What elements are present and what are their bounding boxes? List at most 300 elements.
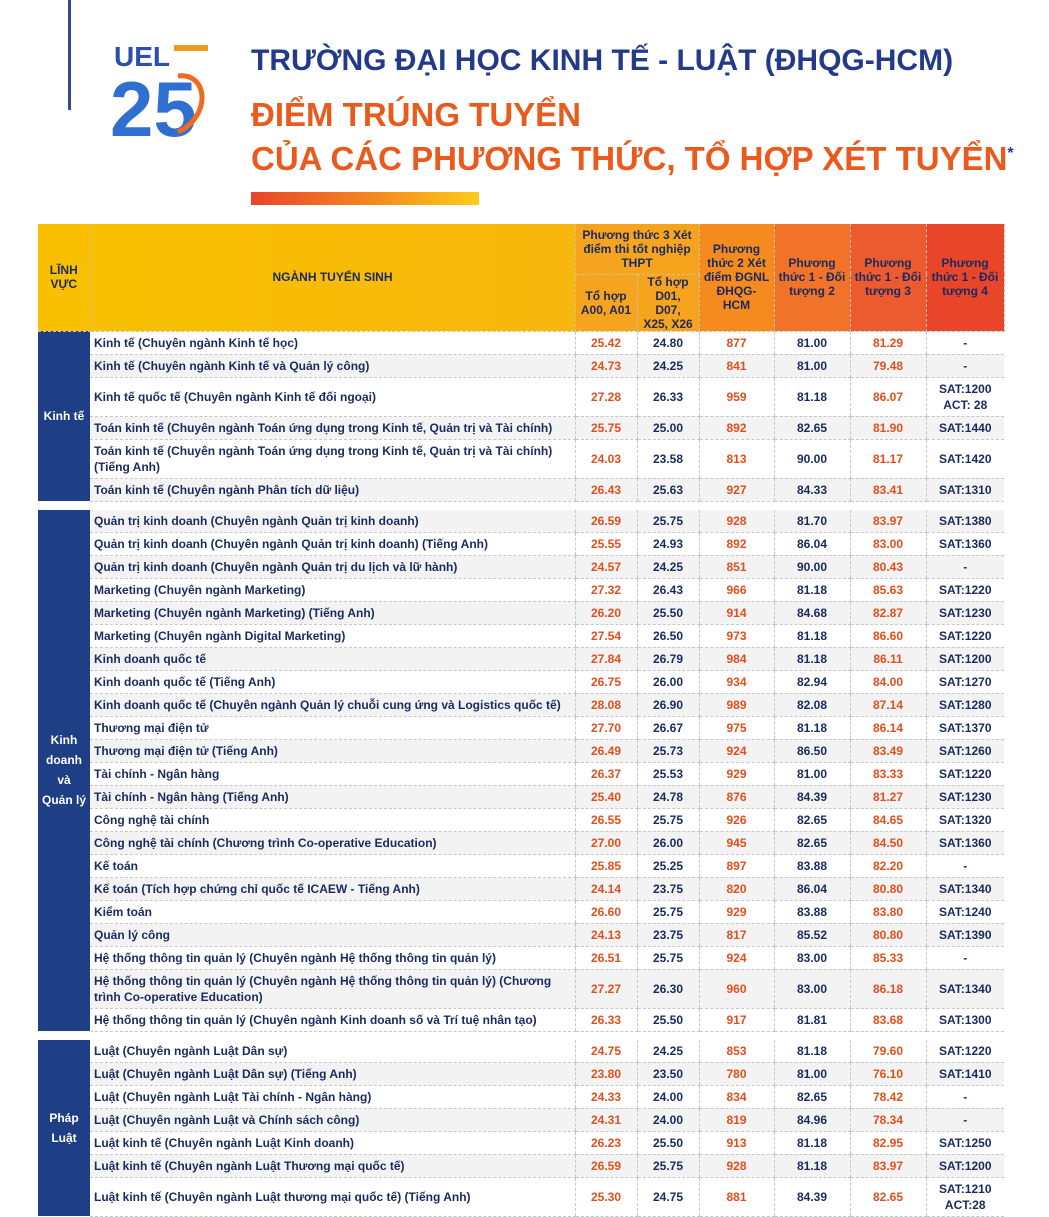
score-dgnl: 819 bbox=[699, 1108, 774, 1131]
page-title-line1: ĐIỂM TRÚNG TUYỂN bbox=[251, 96, 581, 133]
score-pt1-dt2: 81.00 bbox=[774, 331, 850, 354]
score-dgnl: 820 bbox=[699, 877, 774, 900]
program-name: Quản trị kinh doanh (Chuyên ngành Quản trị du lịch và lữ hành) bbox=[90, 555, 575, 578]
table-row bbox=[38, 900, 1004, 923]
score-pt1-dt4: - bbox=[926, 354, 1004, 377]
score-pt1-dt2: 86.04 bbox=[774, 877, 850, 900]
program-name: Quản trị kinh doanh (Chuyên ngành Quản trị kinh doanh) (Tiếng Anh) bbox=[90, 532, 575, 555]
score-dgnl: 924 bbox=[699, 946, 774, 969]
score-a00-a01: 24.73 bbox=[575, 354, 637, 377]
table-row bbox=[38, 532, 1004, 555]
score-dgnl: 913 bbox=[699, 1131, 774, 1154]
score-pt1-dt3: 84.50 bbox=[850, 831, 926, 854]
table-row bbox=[38, 647, 1004, 670]
score-pt1-dt3: 86.60 bbox=[850, 624, 926, 647]
title-gradient-bar bbox=[251, 192, 479, 205]
score-pt1-dt2: 81.18 bbox=[774, 1131, 850, 1154]
score-pt1-dt2: 84.33 bbox=[774, 478, 850, 501]
section-label: Kinh doanh và Quản lý bbox=[38, 510, 90, 1032]
table-row bbox=[38, 854, 1004, 877]
score-d01-d07: 24.93 bbox=[637, 532, 699, 555]
score-pt1-dt2: 82.65 bbox=[774, 416, 850, 439]
score-pt1-dt2: 86.50 bbox=[774, 739, 850, 762]
table-row bbox=[38, 1177, 1004, 1216]
score-pt1-dt4: SAT:1220 bbox=[926, 762, 1004, 785]
score-a00-a01: 26.43 bbox=[575, 478, 637, 501]
score-d01-d07: 26.30 bbox=[637, 969, 699, 1008]
score-dgnl: 851 bbox=[699, 555, 774, 578]
score-pt1-dt2: 81.18 bbox=[774, 1154, 850, 1177]
table-row bbox=[38, 923, 1004, 946]
score-dgnl: 897 bbox=[699, 854, 774, 877]
score-d01-d07: 24.80 bbox=[637, 331, 699, 354]
score-a00-a01: 25.85 bbox=[575, 854, 637, 877]
table-header-row bbox=[38, 224, 1004, 274]
score-pt1-dt4: - bbox=[926, 1085, 1004, 1108]
score-pt1-dt3: 80.80 bbox=[850, 877, 926, 900]
score-d01-d07: 25.25 bbox=[637, 854, 699, 877]
score-pt1-dt2: 82.65 bbox=[774, 1085, 850, 1108]
score-pt1-dt3: 83.41 bbox=[850, 478, 926, 501]
program-name: Tài chính - Ngân hàng (Tiếng Anh) bbox=[90, 785, 575, 808]
score-pt1-dt3: 87.14 bbox=[850, 693, 926, 716]
score-pt1-dt2: 81.18 bbox=[774, 716, 850, 739]
score-a00-a01: 26.60 bbox=[575, 900, 637, 923]
score-pt1-dt2: 82.94 bbox=[774, 670, 850, 693]
score-a00-a01: 26.49 bbox=[575, 739, 637, 762]
table-row bbox=[38, 1085, 1004, 1108]
header-pt1-doi-tuong-3: Phương thức 1 - Đối tượng 3 bbox=[850, 224, 926, 331]
score-dgnl: 917 bbox=[699, 1008, 774, 1031]
score-pt1-dt4: SAT:1310 bbox=[926, 478, 1004, 501]
score-dgnl: 892 bbox=[699, 416, 774, 439]
score-pt1-dt4: SAT:1280 bbox=[926, 693, 1004, 716]
score-pt1-dt3: 78.34 bbox=[850, 1108, 926, 1131]
score-dgnl: 929 bbox=[699, 762, 774, 785]
score-d01-d07: 26.00 bbox=[637, 670, 699, 693]
score-pt1-dt3: 86.14 bbox=[850, 716, 926, 739]
program-name: Toán kinh tế (Chuyên ngành Toán ứng dụng trong Kinh tế, Quản trị và Tài chính) bbox=[90, 416, 575, 439]
score-pt1-dt4: SAT:1270 bbox=[926, 670, 1004, 693]
score-pt1-dt2: 81.70 bbox=[774, 510, 850, 533]
score-d01-d07: 24.25 bbox=[637, 354, 699, 377]
score-a00-a01: 28.08 bbox=[575, 693, 637, 716]
table-row bbox=[38, 478, 1004, 501]
score-pt1-dt4: SAT:1390 bbox=[926, 923, 1004, 946]
score-pt1-dt3: 84.65 bbox=[850, 808, 926, 831]
score-dgnl: 780 bbox=[699, 1062, 774, 1085]
section-label: Kinh tế bbox=[38, 331, 90, 501]
score-dgnl: 914 bbox=[699, 601, 774, 624]
score-a00-a01: 25.75 bbox=[575, 416, 637, 439]
score-d01-d07: 26.50 bbox=[637, 624, 699, 647]
program-name: Kinh tế (Chuyên ngành Kinh tế học) bbox=[90, 331, 575, 354]
score-pt1-dt2: 85.52 bbox=[774, 923, 850, 946]
score-pt1-dt4: SAT:1260 bbox=[926, 739, 1004, 762]
score-pt1-dt3: 83.97 bbox=[850, 510, 926, 533]
score-pt1-dt4: - bbox=[926, 854, 1004, 877]
program-name: Công nghệ tài chính (Chương trình Co-operative Education) bbox=[90, 831, 575, 854]
program-name: Luật kinh tế (Chuyên ngành Luật thương mại quốc tế) (Tiếng Anh) bbox=[90, 1177, 575, 1216]
score-a00-a01: 24.13 bbox=[575, 923, 637, 946]
score-dgnl: 973 bbox=[699, 624, 774, 647]
program-name: Kinh doanh quốc tế bbox=[90, 647, 575, 670]
score-pt1-dt2: 84.39 bbox=[774, 785, 850, 808]
score-a00-a01: 26.33 bbox=[575, 1008, 637, 1031]
score-pt1-dt4: SAT:1380 bbox=[926, 510, 1004, 533]
section-gap-cell bbox=[38, 501, 1004, 510]
score-pt1-dt2: 83.00 bbox=[774, 969, 850, 1008]
score-pt1-dt4: SAT:1240 bbox=[926, 900, 1004, 923]
score-pt1-dt4: SAT:1220 bbox=[926, 624, 1004, 647]
score-pt1-dt2: 83.00 bbox=[774, 946, 850, 969]
score-pt1-dt2: 82.65 bbox=[774, 808, 850, 831]
table-row bbox=[38, 377, 1004, 416]
score-pt1-dt2: 81.18 bbox=[774, 624, 850, 647]
table-row bbox=[38, 670, 1004, 693]
uel-25-logo bbox=[108, 36, 218, 146]
score-pt1-dt2: 81.00 bbox=[774, 354, 850, 377]
score-a00-a01: 24.31 bbox=[575, 1108, 637, 1131]
score-d01-d07: 25.53 bbox=[637, 762, 699, 785]
score-dgnl: 926 bbox=[699, 808, 774, 831]
header-to-hop-a00-a01: Tổ hợp A00, A01 bbox=[575, 274, 637, 331]
table-row bbox=[38, 601, 1004, 624]
score-pt1-dt3: 86.07 bbox=[850, 377, 926, 416]
score-pt1-dt4: SAT:1200 bbox=[926, 647, 1004, 670]
score-d01-d07: 26.43 bbox=[637, 578, 699, 601]
score-a00-a01: 24.14 bbox=[575, 877, 637, 900]
score-dgnl: 877 bbox=[699, 331, 774, 354]
score-pt1-dt3: 85.33 bbox=[850, 946, 926, 969]
score-dgnl: 959 bbox=[699, 377, 774, 416]
score-a00-a01: 27.70 bbox=[575, 716, 637, 739]
program-name: Luật kinh tế (Chuyên ngành Luật Kinh doanh) bbox=[90, 1131, 575, 1154]
program-name: Toán kinh tế (Chuyên ngành Phân tích dữ liệu) bbox=[90, 478, 575, 501]
program-name: Marketing (Chuyên ngành Marketing) bbox=[90, 578, 575, 601]
table-row bbox=[38, 693, 1004, 716]
program-name: Thương mại điện tử (Tiếng Anh) bbox=[90, 739, 575, 762]
table-row bbox=[38, 1131, 1004, 1154]
table-row bbox=[38, 877, 1004, 900]
score-pt1-dt4: SAT:1370 bbox=[926, 716, 1004, 739]
table-row bbox=[38, 1008, 1004, 1031]
score-pt1-dt3: 81.90 bbox=[850, 416, 926, 439]
score-a00-a01: 24.03 bbox=[575, 439, 637, 478]
score-pt1-dt3: 76.10 bbox=[850, 1062, 926, 1085]
score-dgnl: 934 bbox=[699, 670, 774, 693]
program-name: Kinh tế quốc tế (Chuyên ngành Kinh tế đối ngoại) bbox=[90, 377, 575, 416]
table-row bbox=[38, 946, 1004, 969]
score-pt1-dt2: 86.04 bbox=[774, 532, 850, 555]
university-name: TRƯỜNG ĐẠI HỌC KINH TẾ - LUẬT (ĐHQG-HCM) bbox=[251, 44, 954, 77]
score-a00-a01: 24.75 bbox=[575, 1040, 637, 1063]
table-row bbox=[38, 969, 1004, 1008]
score-dgnl: 927 bbox=[699, 478, 774, 501]
table-row bbox=[38, 1108, 1004, 1131]
score-d01-d07: 23.50 bbox=[637, 1062, 699, 1085]
score-d01-d07: 23.75 bbox=[637, 877, 699, 900]
score-dgnl: 876 bbox=[699, 785, 774, 808]
score-a00-a01: 26.51 bbox=[575, 946, 637, 969]
score-dgnl: 960 bbox=[699, 969, 774, 1008]
section-gap-cell bbox=[38, 1031, 1004, 1040]
score-a00-a01: 23.80 bbox=[575, 1062, 637, 1085]
score-pt1-dt2: 81.18 bbox=[774, 578, 850, 601]
score-dgnl: 841 bbox=[699, 354, 774, 377]
score-pt1-dt3: 82.20 bbox=[850, 854, 926, 877]
score-d01-d07: 25.50 bbox=[637, 1008, 699, 1031]
score-dgnl: 928 bbox=[699, 1154, 774, 1177]
score-d01-d07: 25.50 bbox=[637, 1131, 699, 1154]
score-d01-d07: 24.00 bbox=[637, 1085, 699, 1108]
score-pt1-dt3: 78.42 bbox=[850, 1085, 926, 1108]
score-pt1-dt3: 82.65 bbox=[850, 1177, 926, 1216]
score-pt1-dt3: 82.95 bbox=[850, 1131, 926, 1154]
score-d01-d07: 25.75 bbox=[637, 946, 699, 969]
program-name: Luật kinh tế (Chuyên ngành Luật Thương mại quốc tế) bbox=[90, 1154, 575, 1177]
score-pt1-dt3: 83.00 bbox=[850, 532, 926, 555]
program-name: Kế toán bbox=[90, 854, 575, 877]
table-row bbox=[38, 739, 1004, 762]
program-name: Hệ thống thông tin quản lý (Chuyên ngành Hệ thống thông tin quản lý) (Chương trình Co-operative Education) bbox=[90, 969, 575, 1008]
admission-scores-table bbox=[38, 224, 1005, 1217]
score-a00-a01: 27.27 bbox=[575, 969, 637, 1008]
score-pt1-dt3: 83.33 bbox=[850, 762, 926, 785]
table-row bbox=[38, 1040, 1004, 1063]
score-pt1-dt4: SAT:1300 bbox=[926, 1008, 1004, 1031]
score-pt1-dt3: 79.48 bbox=[850, 354, 926, 377]
score-pt1-dt4: SAT:1340 bbox=[926, 877, 1004, 900]
score-pt1-dt2: 83.88 bbox=[774, 854, 850, 877]
score-pt1-dt4: SAT:1420 bbox=[926, 439, 1004, 478]
score-d01-d07: 24.00 bbox=[637, 1108, 699, 1131]
score-pt1-dt2: 84.96 bbox=[774, 1108, 850, 1131]
score-a00-a01: 24.33 bbox=[575, 1085, 637, 1108]
score-pt1-dt4: SAT:1200 bbox=[926, 1154, 1004, 1177]
score-a00-a01: 26.59 bbox=[575, 1154, 637, 1177]
section-gap bbox=[38, 1031, 1004, 1040]
score-pt1-dt2: 90.00 bbox=[774, 555, 850, 578]
score-dgnl: 817 bbox=[699, 923, 774, 946]
score-a00-a01: 26.55 bbox=[575, 808, 637, 831]
score-pt1-dt4: SAT:1250 bbox=[926, 1131, 1004, 1154]
score-dgnl: 813 bbox=[699, 439, 774, 478]
score-pt1-dt2: 81.00 bbox=[774, 762, 850, 785]
program-name: Kiểm toán bbox=[90, 900, 575, 923]
program-name: Kinh doanh quốc tế (Tiếng Anh) bbox=[90, 670, 575, 693]
score-d01-d07: 26.90 bbox=[637, 693, 699, 716]
score-pt1-dt2: 82.65 bbox=[774, 831, 850, 854]
score-dgnl: 834 bbox=[699, 1085, 774, 1108]
score-pt1-dt4: - bbox=[926, 331, 1004, 354]
table-row bbox=[38, 624, 1004, 647]
table-row bbox=[38, 354, 1004, 377]
score-pt1-dt2: 84.68 bbox=[774, 601, 850, 624]
program-name: Quản lý công bbox=[90, 923, 575, 946]
program-name: Công nghệ tài chính bbox=[90, 808, 575, 831]
score-dgnl: 975 bbox=[699, 716, 774, 739]
score-a00-a01: 25.42 bbox=[575, 331, 637, 354]
score-dgnl: 853 bbox=[699, 1040, 774, 1063]
score-pt1-dt2: 82.08 bbox=[774, 693, 850, 716]
score-a00-a01: 26.75 bbox=[575, 670, 637, 693]
score-pt1-dt2: 84.39 bbox=[774, 1177, 850, 1216]
score-pt1-dt2: 81.18 bbox=[774, 1040, 850, 1063]
score-pt1-dt3: 85.63 bbox=[850, 578, 926, 601]
score-dgnl: 929 bbox=[699, 900, 774, 923]
logo-text-25: 25 bbox=[110, 65, 197, 146]
score-pt1-dt4: SAT:1340 bbox=[926, 969, 1004, 1008]
table-row bbox=[38, 578, 1004, 601]
score-pt1-dt2: 81.00 bbox=[774, 1062, 850, 1085]
header-linh-vuc: LĨNH VỰC bbox=[38, 224, 90, 331]
section-gap bbox=[38, 501, 1004, 510]
score-pt1-dt2: 81.18 bbox=[774, 647, 850, 670]
header-to-hop-d01: Tổ hợp D01, D07, X25, X26 bbox=[637, 274, 699, 331]
score-pt1-dt3: 79.60 bbox=[850, 1040, 926, 1063]
program-name: Marketing (Chuyên ngành Digital Marketing) bbox=[90, 624, 575, 647]
program-name: Toán kinh tế (Chuyên ngành Toán ứng dụng trong Kinh tế, Quản trị và Tài chính) (Tiếng Anh) bbox=[90, 439, 575, 478]
program-name: Hệ thống thông tin quản lý (Chuyên ngành Kinh doanh số và Trí tuệ nhân tạo) bbox=[90, 1008, 575, 1031]
score-d01-d07: 23.58 bbox=[637, 439, 699, 478]
score-pt1-dt4: SAT:1360 bbox=[926, 532, 1004, 555]
score-dgnl: 892 bbox=[699, 532, 774, 555]
score-d01-d07: 26.79 bbox=[637, 647, 699, 670]
score-a00-a01: 24.57 bbox=[575, 555, 637, 578]
score-dgnl: 989 bbox=[699, 693, 774, 716]
score-dgnl: 945 bbox=[699, 831, 774, 854]
header-phuong-thuc-2: Phương thức 2 Xét điểm ĐGNL ĐHQG-HCM bbox=[699, 224, 774, 331]
program-name: Luật (Chuyên ngành Luật và Chính sách công) bbox=[90, 1108, 575, 1131]
program-name: Kinh doanh quốc tế (Chuyên ngành Quản lý chuỗi cung ứng và Logistics quốc tế) bbox=[90, 693, 575, 716]
score-pt1-dt3: 80.80 bbox=[850, 923, 926, 946]
score-pt1-dt3: 83.49 bbox=[850, 739, 926, 762]
score-a00-a01: 25.40 bbox=[575, 785, 637, 808]
score-a00-a01: 26.37 bbox=[575, 762, 637, 785]
score-pt1-dt4: SAT:1440 bbox=[926, 416, 1004, 439]
score-d01-d07: 25.75 bbox=[637, 808, 699, 831]
program-name: Quản trị kinh doanh (Chuyên ngành Quản trị kinh doanh) bbox=[90, 510, 575, 533]
score-pt1-dt3: 80.43 bbox=[850, 555, 926, 578]
score-pt1-dt3: 84.00 bbox=[850, 670, 926, 693]
score-a00-a01: 25.55 bbox=[575, 532, 637, 555]
score-pt1-dt4: SAT:1220 bbox=[926, 1040, 1004, 1063]
program-name: Marketing (Chuyên ngành Marketing) (Tiếng Anh) bbox=[90, 601, 575, 624]
score-pt1-dt2: 81.18 bbox=[774, 377, 850, 416]
score-pt1-dt4: SAT:1410 bbox=[926, 1062, 1004, 1085]
program-name: Kế toán (Tích hợp chứng chỉ quốc tế ICAEW - Tiếng Anh) bbox=[90, 877, 575, 900]
table-row bbox=[38, 762, 1004, 785]
score-pt1-dt3: 81.17 bbox=[850, 439, 926, 478]
score-pt1-dt4: SAT:1320 bbox=[926, 808, 1004, 831]
score-d01-d07: 23.75 bbox=[637, 923, 699, 946]
score-pt1-dt3: 81.29 bbox=[850, 331, 926, 354]
score-d01-d07: 24.25 bbox=[637, 555, 699, 578]
program-name: Luật (Chuyên ngành Luật Dân sự) bbox=[90, 1040, 575, 1063]
table-row bbox=[38, 555, 1004, 578]
score-a00-a01: 26.23 bbox=[575, 1131, 637, 1154]
program-name: Tài chính - Ngân hàng bbox=[90, 762, 575, 785]
title-asterisk: * bbox=[1007, 145, 1014, 162]
score-pt1-dt2: 83.88 bbox=[774, 900, 850, 923]
header-pt1-doi-tuong-4: Phương thức 1 - Đối tượng 4 bbox=[926, 224, 1004, 331]
score-a00-a01: 27.00 bbox=[575, 831, 637, 854]
score-d01-d07: 24.75 bbox=[637, 1177, 699, 1216]
table-row bbox=[38, 416, 1004, 439]
score-a00-a01: 26.20 bbox=[575, 601, 637, 624]
score-dgnl: 881 bbox=[699, 1177, 774, 1216]
score-d01-d07: 25.75 bbox=[637, 900, 699, 923]
program-name: Kinh tế (Chuyên ngành Kinh tế và Quản lý công) bbox=[90, 354, 575, 377]
score-pt1-dt4: SAT:1210 ACT:28 bbox=[926, 1177, 1004, 1216]
score-pt1-dt4: SAT:1230 bbox=[926, 785, 1004, 808]
score-pt1-dt3: 81.27 bbox=[850, 785, 926, 808]
table-row bbox=[38, 331, 1004, 354]
score-a00-a01: 27.32 bbox=[575, 578, 637, 601]
score-dgnl: 966 bbox=[699, 578, 774, 601]
program-name: Luật (Chuyên ngành Luật Tài chính - Ngân hàng) bbox=[90, 1085, 575, 1108]
score-d01-d07: 25.73 bbox=[637, 739, 699, 762]
score-pt1-dt3: 86.11 bbox=[850, 647, 926, 670]
table-row bbox=[38, 1062, 1004, 1085]
table-row bbox=[38, 808, 1004, 831]
score-pt1-dt4: - bbox=[926, 946, 1004, 969]
table-body bbox=[38, 331, 1004, 1216]
score-d01-d07: 26.67 bbox=[637, 716, 699, 739]
score-pt1-dt2: 81.81 bbox=[774, 1008, 850, 1031]
score-pt1-dt2: 90.00 bbox=[774, 439, 850, 478]
score-a00-a01: 27.84 bbox=[575, 647, 637, 670]
score-a00-a01: 26.59 bbox=[575, 510, 637, 533]
score-pt1-dt4: SAT:1200 ACT: 28 bbox=[926, 377, 1004, 416]
score-dgnl: 984 bbox=[699, 647, 774, 670]
score-pt1-dt3: 83.68 bbox=[850, 1008, 926, 1031]
score-pt1-dt4: SAT:1230 bbox=[926, 601, 1004, 624]
section-label: Pháp Luật bbox=[38, 1040, 90, 1217]
score-pt1-dt3: 86.18 bbox=[850, 969, 926, 1008]
table-row bbox=[38, 439, 1004, 478]
score-d01-d07: 25.75 bbox=[637, 1154, 699, 1177]
score-pt1-dt3: 83.97 bbox=[850, 1154, 926, 1177]
score-pt1-dt4: - bbox=[926, 1108, 1004, 1131]
header-phuong-thuc-3: Phương thức 3 Xét điểm thi tốt nghiệp THPT bbox=[575, 224, 699, 274]
score-a00-a01: 27.28 bbox=[575, 377, 637, 416]
score-pt1-dt4: SAT:1360 bbox=[926, 831, 1004, 854]
table-row bbox=[38, 1154, 1004, 1177]
score-d01-d07: 24.78 bbox=[637, 785, 699, 808]
header-divider-line bbox=[68, 0, 71, 110]
program-name: Luật (Chuyên ngành Luật Dân sự) (Tiếng Anh) bbox=[90, 1062, 575, 1085]
table-row bbox=[38, 831, 1004, 854]
header-pt1-doi-tuong-2: Phương thức 1 - Đối tượng 2 bbox=[774, 224, 850, 331]
score-a00-a01: 25.30 bbox=[575, 1177, 637, 1216]
score-d01-d07: 25.63 bbox=[637, 478, 699, 501]
score-d01-d07: 25.50 bbox=[637, 601, 699, 624]
header-nganh-tuyen-sinh: NGÀNH TUYỂN SINH bbox=[90, 224, 575, 331]
score-dgnl: 928 bbox=[699, 510, 774, 533]
logo-text-uel: UEL bbox=[114, 41, 170, 72]
table-row bbox=[38, 716, 1004, 739]
program-name: Thương mại điện tử bbox=[90, 716, 575, 739]
score-d01-d07: 26.33 bbox=[637, 377, 699, 416]
score-d01-d07: 24.25 bbox=[637, 1040, 699, 1063]
score-pt1-dt3: 83.80 bbox=[850, 900, 926, 923]
score-pt1-dt4: - bbox=[926, 555, 1004, 578]
score-pt1-dt4: SAT:1220 bbox=[926, 578, 1004, 601]
score-d01-d07: 25.75 bbox=[637, 510, 699, 533]
score-a00-a01: 27.54 bbox=[575, 624, 637, 647]
